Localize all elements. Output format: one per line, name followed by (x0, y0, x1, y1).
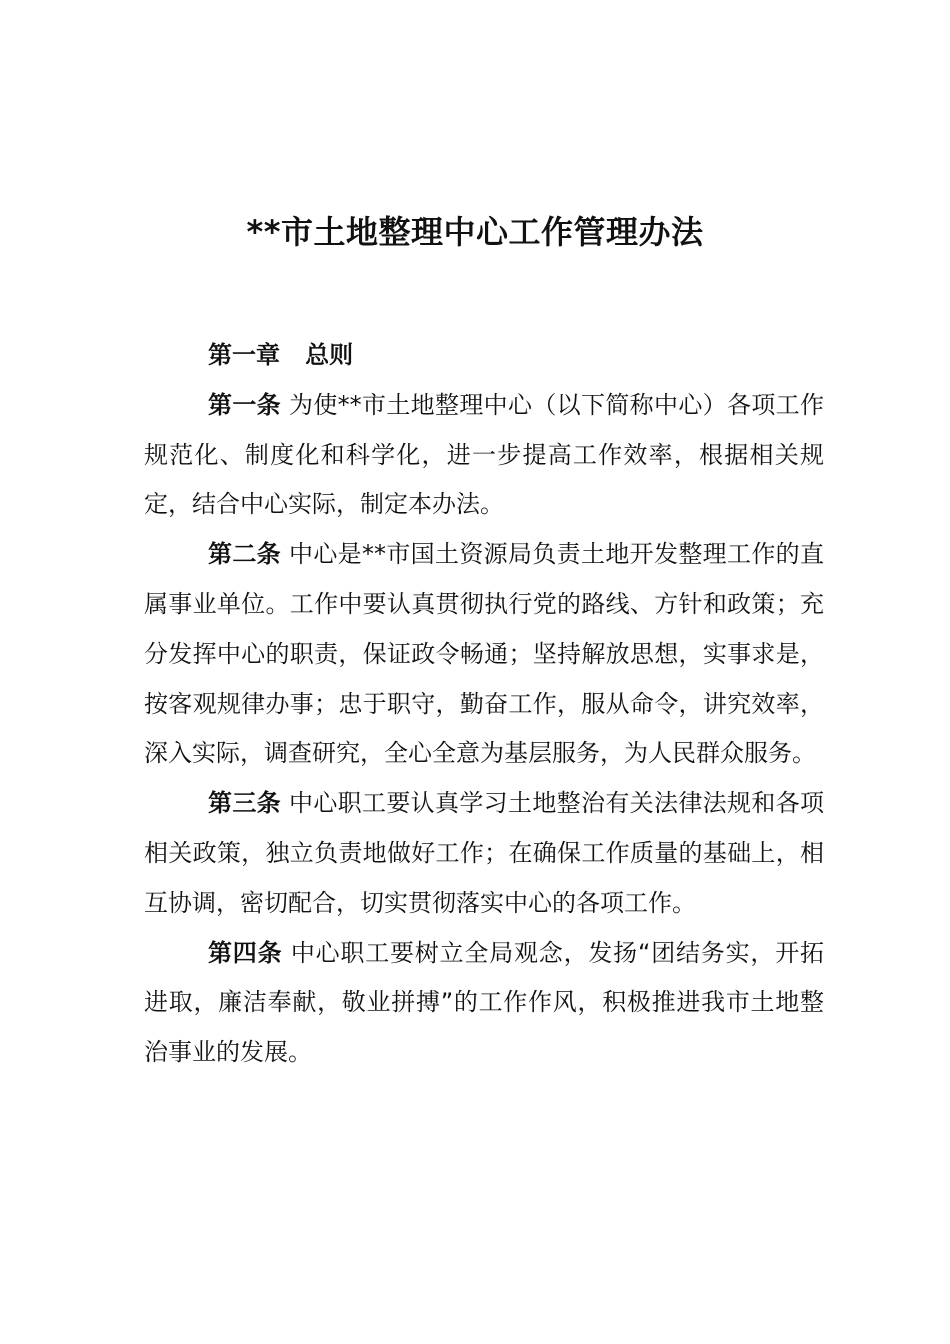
article-1-label: 第一条 (208, 390, 282, 419)
document-title: **市土地整理中心工作管理办法 (246, 213, 704, 251)
chapter-heading: 第一章 总则 (208, 341, 354, 369)
article-2-text: 中心是**市国土资源局负责土地开发整理工作的直属事业单位。工作中要认真贯彻执行党的路线、方针和政策；充分发挥中心的职责，保证政令畅通；坚持解放思想，实事求是，按客观规律办事；忠于职守，勤奋工作，服从命令，讲究效率，深入实际，调查研究，全心全意为基层服务，为人民群众服务。 (144, 540, 825, 768)
article-3-text: 中心职工要认真学习土地整治有关法律法规和各项相关政策，独立负责地做好工作；在确保工作质量的基础上，相互协调，密切配合，切实贯彻落实中心的各项工作。 (144, 789, 825, 917)
article-1-text: 为使**市土地整理中心（以下简称中心）各项工作规范化、制度化和科学化，进一步提高工作效率，根据相关规定，结合中心实际，制定本办法。 (144, 390, 825, 519)
article-1 (144, 381, 824, 530)
article-2-label: 第二条 (208, 540, 282, 569)
article-2 (144, 530, 824, 779)
article-4-label: 第四条 (208, 938, 283, 967)
article-4-text: 中心职工要树立全局观念，发扬“团结务实，开拓进取，廉洁奉献，敬业拼搏”的工作作风，积极推进我市土地整治事业的发展。 (144, 938, 824, 1067)
article-3 (144, 779, 824, 928)
article-3-label: 第三条 (208, 789, 282, 818)
document-body (144, 331, 824, 1078)
article-4 (144, 929, 824, 1078)
